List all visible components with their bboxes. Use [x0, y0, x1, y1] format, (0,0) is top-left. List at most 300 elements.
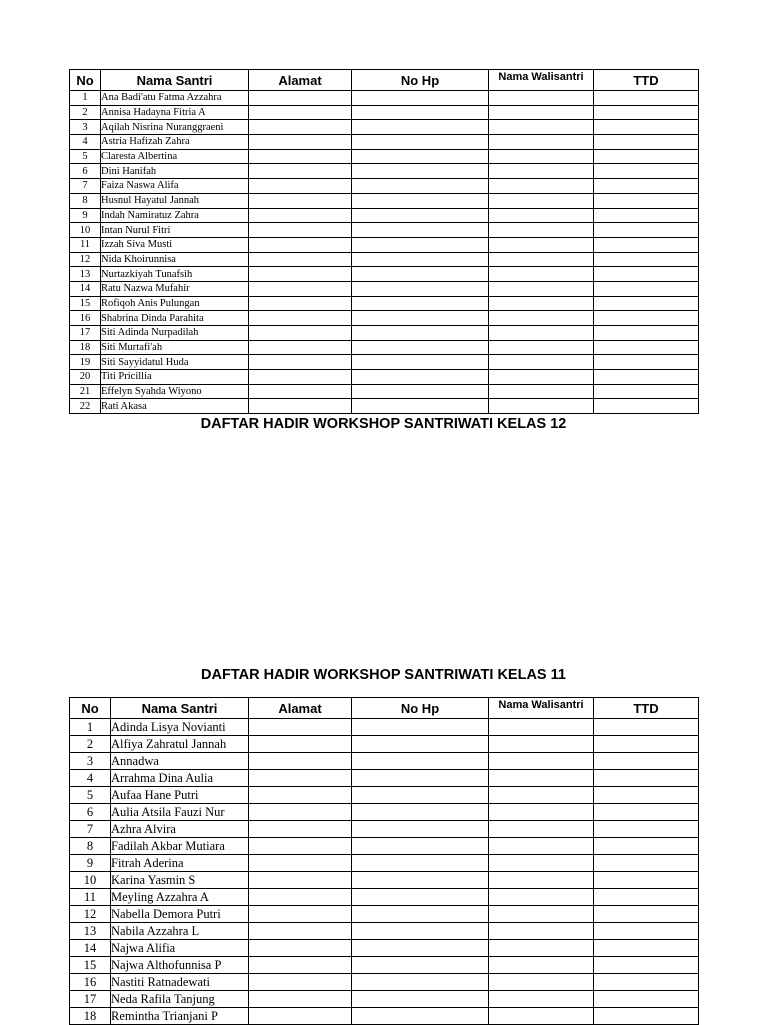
- nama-walisantri-cell: [489, 855, 594, 872]
- no-hp-cell: [352, 135, 489, 150]
- ttd-cell: [594, 355, 699, 370]
- ttd-cell: [594, 804, 699, 821]
- ttd-cell: [594, 281, 699, 296]
- table-body: [70, 91, 699, 414]
- nama-walisantri-cell: [489, 120, 594, 135]
- ttd-cell: [594, 770, 699, 787]
- alamat-cell: [249, 838, 352, 855]
- header-no-hp: No Hp: [352, 70, 489, 91]
- no-hp-cell: [352, 281, 489, 296]
- no-hp-cell: [352, 821, 489, 838]
- alamat-cell: [249, 208, 352, 223]
- santri-name: Fitrah Aderina: [111, 855, 249, 872]
- ttd-cell: [594, 91, 699, 106]
- header-no-hp: No Hp: [352, 698, 489, 719]
- row-number: 5: [70, 787, 111, 804]
- santri-name: Astria Hafizah Zahra: [101, 135, 249, 150]
- nama-walisantri-cell: [489, 91, 594, 106]
- alamat-cell: [249, 821, 352, 838]
- table-row: [70, 105, 699, 120]
- nama-walisantri-cell: [489, 281, 594, 296]
- table-row: [70, 855, 699, 872]
- alamat-cell: [249, 957, 352, 974]
- nama-walisantri-cell: [489, 974, 594, 991]
- no-hp-cell: [352, 296, 489, 311]
- santri-name: Rati Akasa: [101, 399, 249, 414]
- header-nama-santri: Nama Santri: [111, 698, 249, 719]
- ttd-cell: [594, 957, 699, 974]
- table-row: [70, 149, 699, 164]
- ttd-cell: [594, 787, 699, 804]
- no-hp-cell: [352, 208, 489, 223]
- alamat-cell: [249, 719, 352, 736]
- ttd-cell: [594, 855, 699, 872]
- no-hp-cell: [352, 940, 489, 957]
- no-hp-cell: [352, 384, 489, 399]
- row-number: 5: [70, 149, 101, 164]
- ttd-cell: [594, 736, 699, 753]
- table-row: [70, 370, 699, 385]
- no-hp-cell: [352, 193, 489, 208]
- nama-walisantri-cell: [489, 223, 594, 238]
- santri-name: Neda Rafila Tanjung: [111, 991, 249, 1008]
- header-no: No: [70, 698, 111, 719]
- alamat-cell: [249, 326, 352, 341]
- alamat-cell: [249, 753, 352, 770]
- nama-walisantri-cell: [489, 1008, 594, 1025]
- santri-name: Husnul Hayatul Jannah: [101, 193, 249, 208]
- table-row: [70, 974, 699, 991]
- no-hp-cell: [352, 906, 489, 923]
- no-hp-cell: [352, 105, 489, 120]
- nama-walisantri-cell: [489, 340, 594, 355]
- santri-name: Nida Khoirunnisa: [101, 252, 249, 267]
- row-number: 9: [70, 208, 101, 223]
- row-number: 6: [70, 804, 111, 821]
- alamat-cell: [249, 91, 352, 106]
- ttd-cell: [594, 311, 699, 326]
- no-hp-cell: [352, 838, 489, 855]
- santri-name: Titi Pricillia: [101, 370, 249, 385]
- no-hp-cell: [352, 923, 489, 940]
- row-number: 2: [70, 105, 101, 120]
- santri-name: Siti Murtafi'ah: [101, 340, 249, 355]
- table-row: [70, 838, 699, 855]
- ttd-cell: [594, 906, 699, 923]
- santri-name: Karina Yasmin S: [111, 872, 249, 889]
- table-row: [70, 889, 699, 906]
- table-header-row: [70, 698, 699, 719]
- table-row: [70, 940, 699, 957]
- alamat-cell: [249, 370, 352, 385]
- row-number: 15: [70, 296, 101, 311]
- row-number: 3: [70, 120, 101, 135]
- santri-name: Alfiya Zahratul Jannah: [111, 736, 249, 753]
- ttd-cell: [594, 120, 699, 135]
- nama-walisantri-cell: [489, 237, 594, 252]
- title-kelas-12: DAFTAR HADIR WORKSHOP SANTRIWATI KELAS 12: [200, 416, 567, 432]
- row-number: 10: [70, 223, 101, 238]
- ttd-cell: [594, 326, 699, 341]
- table-row: [70, 267, 699, 282]
- row-number: 20: [70, 370, 101, 385]
- attendance-table-kelas-12: [69, 69, 699, 414]
- no-hp-cell: [352, 770, 489, 787]
- ttd-cell: [594, 208, 699, 223]
- nama-walisantri-cell: [489, 804, 594, 821]
- table-row: [70, 179, 699, 194]
- row-number: 9: [70, 855, 111, 872]
- nama-walisantri-cell: [489, 267, 594, 282]
- alamat-cell: [249, 179, 352, 194]
- ttd-cell: [594, 399, 699, 414]
- no-hp-cell: [352, 736, 489, 753]
- alamat-cell: [249, 311, 352, 326]
- ttd-cell: [594, 267, 699, 282]
- table-row: [70, 91, 699, 106]
- row-number: 16: [70, 311, 101, 326]
- nama-walisantri-cell: [489, 991, 594, 1008]
- no-hp-cell: [352, 179, 489, 194]
- table-row: [70, 281, 699, 296]
- row-number: 7: [70, 179, 101, 194]
- ttd-cell: [594, 296, 699, 311]
- santri-name: Effelyn Syahda Wiyono: [101, 384, 249, 399]
- row-number: 8: [70, 193, 101, 208]
- ttd-cell: [594, 370, 699, 385]
- alamat-cell: [249, 906, 352, 923]
- header-ttd: TTD: [594, 70, 699, 91]
- no-hp-cell: [352, 340, 489, 355]
- santri-name: Najwa Alifia: [111, 940, 249, 957]
- ttd-cell: [594, 991, 699, 1008]
- row-number: 16: [70, 974, 111, 991]
- no-hp-cell: [352, 399, 489, 414]
- header-nama-walisantri: Nama Walisantri: [489, 698, 594, 719]
- santri-name: Ratu Nazwa Mufahir: [101, 281, 249, 296]
- santri-name: Fadilah Akbar Mutiara: [111, 838, 249, 855]
- alamat-cell: [249, 340, 352, 355]
- row-number: 6: [70, 164, 101, 179]
- header-no: No: [70, 70, 101, 91]
- table-row: [70, 208, 699, 223]
- ttd-cell: [594, 252, 699, 267]
- table-row: [70, 252, 699, 267]
- row-number: 8: [70, 838, 111, 855]
- ttd-cell: [594, 135, 699, 150]
- nama-walisantri-cell: [489, 384, 594, 399]
- row-number: 2: [70, 736, 111, 753]
- row-number: 4: [70, 770, 111, 787]
- row-number: 17: [70, 326, 101, 341]
- alamat-cell: [249, 923, 352, 940]
- alamat-cell: [249, 120, 352, 135]
- ttd-cell: [594, 838, 699, 855]
- no-hp-cell: [352, 991, 489, 1008]
- santri-name: Annisa Hadayna Fitria A: [101, 105, 249, 120]
- table-row: [70, 296, 699, 311]
- nama-walisantri-cell: [489, 355, 594, 370]
- row-number: 22: [70, 399, 101, 414]
- row-number: 13: [70, 267, 101, 282]
- nama-walisantri-cell: [489, 208, 594, 223]
- santri-name: Najwa Althofunnisa P: [111, 957, 249, 974]
- header-nama-santri: Nama Santri: [101, 70, 249, 91]
- ttd-cell: [594, 164, 699, 179]
- no-hp-cell: [352, 252, 489, 267]
- row-number: 15: [70, 957, 111, 974]
- row-number: 1: [70, 719, 111, 736]
- santri-name: Izzah Siva Musti: [101, 237, 249, 252]
- alamat-cell: [249, 991, 352, 1008]
- alamat-cell: [249, 135, 352, 150]
- santri-name: Ana Badi'atu Fatma Azzahra: [101, 91, 249, 106]
- nama-walisantri-cell: [489, 753, 594, 770]
- row-number: 4: [70, 135, 101, 150]
- alamat-cell: [249, 267, 352, 282]
- no-hp-cell: [352, 149, 489, 164]
- santri-name: Remintha Trianjani P: [111, 1008, 249, 1025]
- santri-name: Annadwa: [111, 753, 249, 770]
- nama-walisantri-cell: [489, 838, 594, 855]
- no-hp-cell: [352, 267, 489, 282]
- santri-name: Indah Namiratuz Zahra: [101, 208, 249, 223]
- table-row: [70, 770, 699, 787]
- ttd-cell: [594, 340, 699, 355]
- santri-name: Aufaa Hane Putri: [111, 787, 249, 804]
- row-number: 7: [70, 821, 111, 838]
- nama-walisantri-cell: [489, 164, 594, 179]
- table-row: [70, 787, 699, 804]
- table-row: [70, 906, 699, 923]
- alamat-cell: [249, 940, 352, 957]
- row-number: 21: [70, 384, 101, 399]
- santri-name: Meyling Azzahra A: [111, 889, 249, 906]
- alamat-cell: [249, 296, 352, 311]
- header-ttd: TTD: [594, 698, 699, 719]
- nama-walisantri-cell: [489, 923, 594, 940]
- row-number: 3: [70, 753, 111, 770]
- santri-name: Aulia Atsila Fauzi Nur: [111, 804, 249, 821]
- row-number: 18: [70, 1008, 111, 1025]
- alamat-cell: [249, 281, 352, 296]
- row-number: 18: [70, 340, 101, 355]
- nama-walisantri-cell: [489, 821, 594, 838]
- no-hp-cell: [352, 223, 489, 238]
- ttd-cell: [594, 179, 699, 194]
- alamat-cell: [249, 855, 352, 872]
- ttd-cell: [594, 223, 699, 238]
- santri-name: Rofiqoh Anis Pulungan: [101, 296, 249, 311]
- table-row: [70, 399, 699, 414]
- nama-walisantri-cell: [489, 252, 594, 267]
- alamat-cell: [249, 736, 352, 753]
- table-row: [70, 193, 699, 208]
- table-row: [70, 340, 699, 355]
- table-row: [70, 311, 699, 326]
- santri-name: Adinda Lisya Novianti: [111, 719, 249, 736]
- alamat-cell: [249, 355, 352, 370]
- no-hp-cell: [352, 1008, 489, 1025]
- nama-walisantri-cell: [489, 787, 594, 804]
- no-hp-cell: [352, 370, 489, 385]
- nama-walisantri-cell: [489, 296, 594, 311]
- santri-name: Shabrina Dinda Parahita: [101, 311, 249, 326]
- no-hp-cell: [352, 753, 489, 770]
- santri-name: Aqilah Nisrina Nuranggraeni: [101, 120, 249, 135]
- nama-walisantri-cell: [489, 193, 594, 208]
- table-row: [70, 355, 699, 370]
- row-number: 13: [70, 923, 111, 940]
- alamat-cell: [249, 149, 352, 164]
- alamat-cell: [249, 105, 352, 120]
- alamat-cell: [249, 974, 352, 991]
- no-hp-cell: [352, 326, 489, 341]
- santri-name: Azhra Alvira: [111, 821, 249, 838]
- alamat-cell: [249, 237, 352, 252]
- ttd-cell: [594, 193, 699, 208]
- santri-name: Nastiti Ratnadewati: [111, 974, 249, 991]
- nama-walisantri-cell: [489, 872, 594, 889]
- alamat-cell: [249, 1008, 352, 1025]
- ttd-cell: [594, 923, 699, 940]
- no-hp-cell: [352, 355, 489, 370]
- alamat-cell: [249, 804, 352, 821]
- alamat-cell: [249, 770, 352, 787]
- alamat-cell: [249, 384, 352, 399]
- table-row: [70, 135, 699, 150]
- nama-walisantri-cell: [489, 719, 594, 736]
- no-hp-cell: [352, 957, 489, 974]
- ttd-cell: [594, 889, 699, 906]
- no-hp-cell: [352, 120, 489, 135]
- ttd-cell: [594, 753, 699, 770]
- row-number: 14: [70, 281, 101, 296]
- table-row: [70, 120, 699, 135]
- no-hp-cell: [352, 719, 489, 736]
- alamat-cell: [249, 223, 352, 238]
- alamat-cell: [249, 193, 352, 208]
- row-number: 12: [70, 906, 111, 923]
- table-row: [70, 326, 699, 341]
- nama-walisantri-cell: [489, 957, 594, 974]
- ttd-cell: [594, 1008, 699, 1025]
- row-number: 11: [70, 889, 111, 906]
- nama-walisantri-cell: [489, 149, 594, 164]
- nama-walisantri-cell: [489, 311, 594, 326]
- ttd-cell: [594, 821, 699, 838]
- row-number: 1: [70, 91, 101, 106]
- table-header-row: [70, 70, 699, 91]
- table-row: [70, 821, 699, 838]
- ttd-cell: [594, 149, 699, 164]
- no-hp-cell: [352, 91, 489, 106]
- nama-walisantri-cell: [489, 399, 594, 414]
- nama-walisantri-cell: [489, 940, 594, 957]
- no-hp-cell: [352, 804, 489, 821]
- table-row: [70, 719, 699, 736]
- no-hp-cell: [352, 311, 489, 326]
- table-row: [70, 753, 699, 770]
- header-nama-walisantri: Nama Walisantri: [489, 70, 594, 91]
- row-number: 19: [70, 355, 101, 370]
- santri-name: Nabella Demora Putri: [111, 906, 249, 923]
- alamat-cell: [249, 252, 352, 267]
- row-number: 14: [70, 940, 111, 957]
- alamat-cell: [249, 164, 352, 179]
- attendance-table-kelas-11: [69, 697, 699, 1025]
- table-row: [70, 384, 699, 399]
- ttd-cell: [594, 719, 699, 736]
- table-row: [70, 164, 699, 179]
- table-row: [70, 1008, 699, 1025]
- alamat-cell: [249, 872, 352, 889]
- table-row: [70, 923, 699, 940]
- no-hp-cell: [352, 889, 489, 906]
- nama-walisantri-cell: [489, 889, 594, 906]
- nama-walisantri-cell: [489, 135, 594, 150]
- santri-name: Intan Nurul Fitri: [101, 223, 249, 238]
- table-row: [70, 957, 699, 974]
- ttd-cell: [594, 237, 699, 252]
- table-body: [70, 719, 699, 1025]
- ttd-cell: [594, 384, 699, 399]
- no-hp-cell: [352, 787, 489, 804]
- no-hp-cell: [352, 237, 489, 252]
- header-alamat: Alamat: [249, 70, 352, 91]
- santri-name: Arrahma Dina Aulia: [111, 770, 249, 787]
- alamat-cell: [249, 399, 352, 414]
- no-hp-cell: [352, 855, 489, 872]
- santri-name: Nurtazkiyah Tunafsih: [101, 267, 249, 282]
- row-number: 11: [70, 237, 101, 252]
- no-hp-cell: [352, 164, 489, 179]
- table-row: [70, 804, 699, 821]
- row-number: 17: [70, 991, 111, 1008]
- table-row: [70, 237, 699, 252]
- alamat-cell: [249, 787, 352, 804]
- nama-walisantri-cell: [489, 736, 594, 753]
- ttd-cell: [594, 872, 699, 889]
- table-row: [70, 991, 699, 1008]
- no-hp-cell: [352, 974, 489, 991]
- santri-name: Siti Sayyidatul Huda: [101, 355, 249, 370]
- santri-name: Siti Adinda Nurpadilah: [101, 326, 249, 341]
- ttd-cell: [594, 940, 699, 957]
- santri-name: Dini Hanifah: [101, 164, 249, 179]
- nama-walisantri-cell: [489, 770, 594, 787]
- row-number: 10: [70, 872, 111, 889]
- table-row: [70, 872, 699, 889]
- nama-walisantri-cell: [489, 906, 594, 923]
- title-kelas-11: DAFTAR HADIR WORKSHOP SANTRIWATI KELAS 11: [201, 667, 566, 683]
- nama-walisantri-cell: [489, 179, 594, 194]
- santri-name: Claresta Albertina: [101, 149, 249, 164]
- table-row: [70, 223, 699, 238]
- alamat-cell: [249, 889, 352, 906]
- nama-walisantri-cell: [489, 370, 594, 385]
- table-row: [70, 736, 699, 753]
- nama-walisantri-cell: [489, 105, 594, 120]
- ttd-cell: [594, 974, 699, 991]
- nama-walisantri-cell: [489, 326, 594, 341]
- header-alamat: Alamat: [249, 698, 352, 719]
- no-hp-cell: [352, 872, 489, 889]
- santri-name: Faiza Naswa Alifa: [101, 179, 249, 194]
- ttd-cell: [594, 105, 699, 120]
- santri-name: Nabila Azzahra L: [111, 923, 249, 940]
- row-number: 12: [70, 252, 101, 267]
